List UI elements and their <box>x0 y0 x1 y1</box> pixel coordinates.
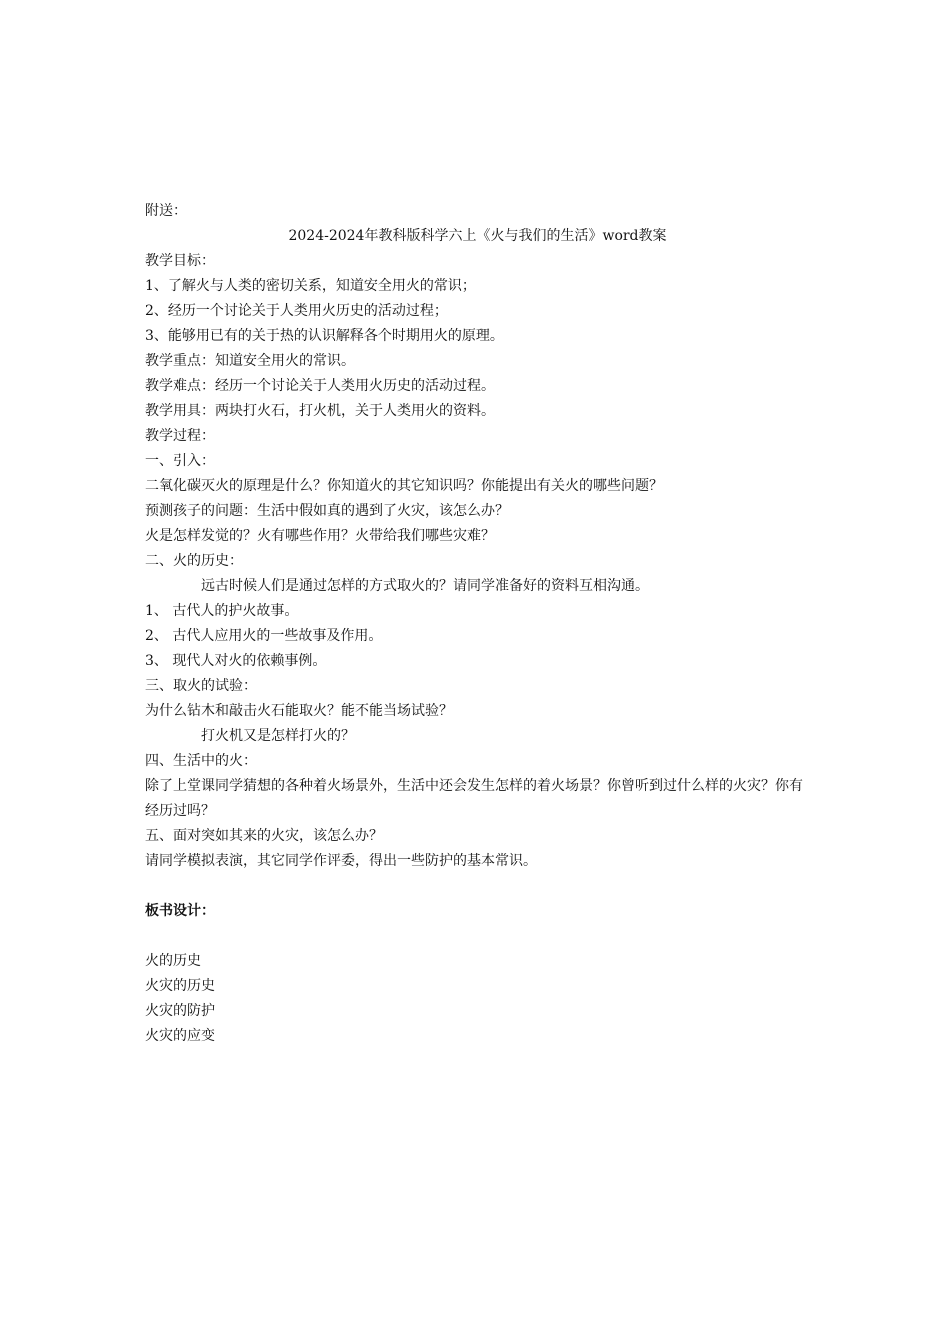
paragraph-text: 远古时候人们是通过怎样的方式取火的？请同学准备好的资料互相沟通。 <box>201 578 649 594</box>
board-item: 火灾的历史 <box>145 978 215 994</box>
prefix-text: 附送： <box>145 203 187 219</box>
board-design-heading: 板书设计： <box>145 903 215 919</box>
board-item: 火灾的防护 <box>145 1003 215 1019</box>
paragraph-text: 火是怎样发觉的？火有哪些作用？火带给我们哪些灾难？ <box>145 528 495 544</box>
section-heading-objectives: 教学目标： <box>145 253 215 269</box>
document-body <box>145 199 810 1049</box>
section-heading-process: 教学过程： <box>145 428 215 444</box>
step-heading: 五、面对突如其来的火灾，该怎么办？ <box>145 828 383 844</box>
step-heading: 三、取火的试验： <box>145 678 257 694</box>
list-item: 1、 古代人的护火故事。 <box>145 603 299 619</box>
objective-item: 2、经历一个讨论关于人类用火历史的活动过程； <box>145 303 448 319</box>
objective-item: 1、了解火与人类的密切关系，知道安全用火的常识； <box>145 278 476 294</box>
paragraph-text: 除了上堂课同学猜想的各种着火场景外，生活中还会发生怎样的着火场景？你曾听到过什么样的火灾？你有经历过吗？ <box>145 778 803 819</box>
list-item: 3、 现代人对火的依赖事例。 <box>145 653 327 669</box>
board-item: 火的历史 <box>145 953 201 969</box>
paragraph-text: 预测孩子的问题：生活中假如真的遇到了火灾，该怎么办？ <box>145 503 509 519</box>
step-heading: 二、火的历史： <box>145 553 243 569</box>
document-title: 2024-2024年教科版科学六上《火与我们的生活》word教案 <box>288 228 667 244</box>
paragraph-text: 请同学模拟表演，其它同学作评委，得出一些防护的基本常识。 <box>145 853 537 869</box>
list-item: 2、 古代人应用火的一些故事及作用。 <box>145 628 383 644</box>
paragraph-text: 为什么钻木和敲击火石能取火？能不能当场试验？ <box>145 703 453 719</box>
materials-text: 教学用具：两块打火石，打火机，关于人类用火的资料。 <box>145 403 495 419</box>
board-item: 火灾的应变 <box>145 1028 215 1044</box>
spacer <box>145 874 810 899</box>
difficulty-text: 教学难点：经历一个讨论关于人类用火历史的活动过程。 <box>145 378 495 394</box>
paragraph-text: 打火机又是怎样打火的？ <box>201 728 355 744</box>
paragraph-text: 二氧化碳灭火的原理是什么？你知道火的其它知识吗？你能提出有关火的哪些问题？ <box>145 478 663 494</box>
key-point-text: 教学重点：知道安全用火的常识。 <box>145 353 355 369</box>
objective-item: 3、能够用已有的关于热的认识解释各个时期用火的原理。 <box>145 328 504 344</box>
spacer <box>145 924 810 949</box>
step-heading: 四、生活中的火： <box>145 753 257 769</box>
step-heading: 一、引入： <box>145 453 215 469</box>
